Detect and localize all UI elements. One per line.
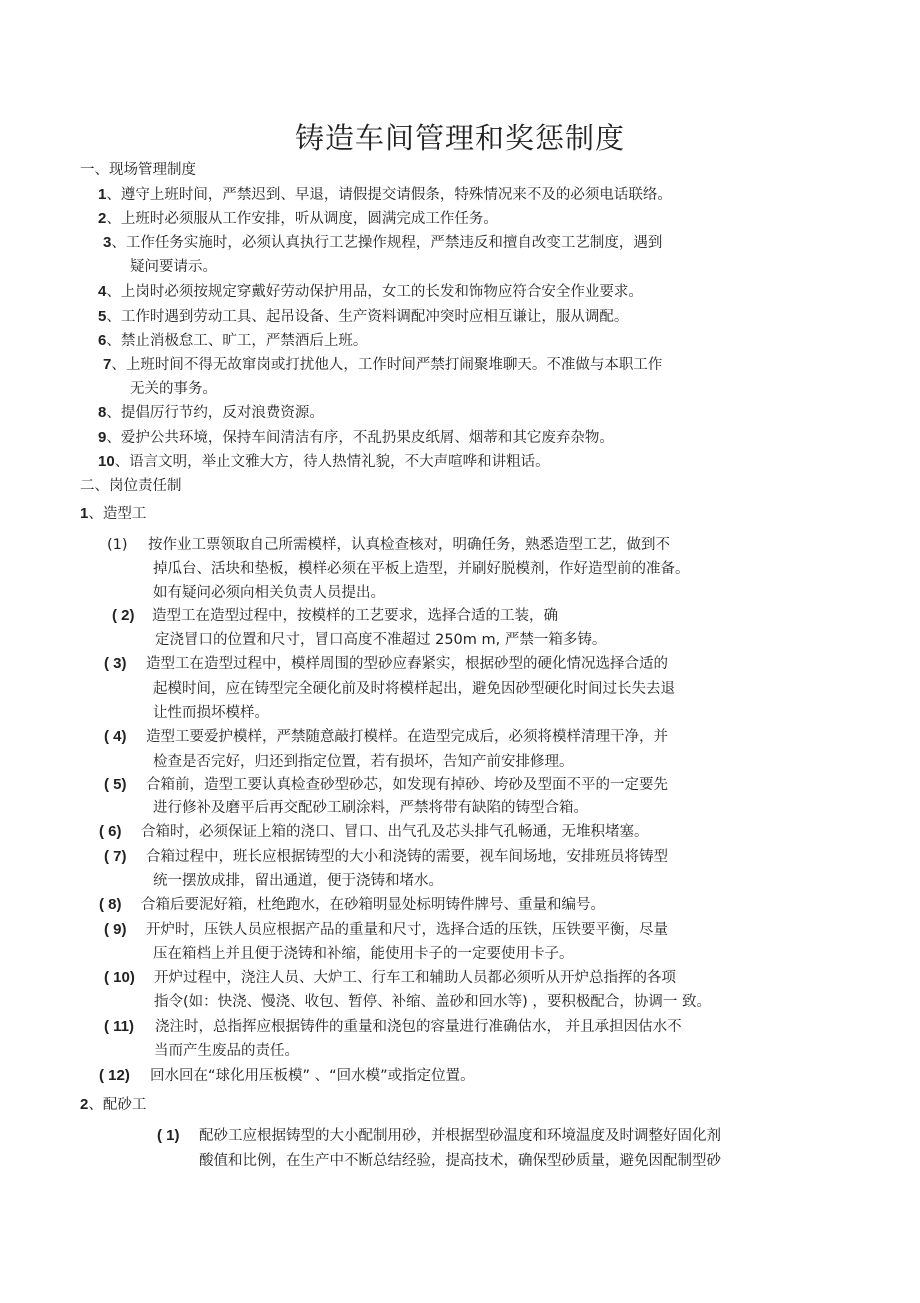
item-text: 、语言文明，举止文雅大方，待人热情礼貌，不大声喧哗和讲粗话。 xyxy=(114,454,550,470)
item-text: 、上班时必须服从工作安排，听从调度，圆满完成工作任务。 xyxy=(106,211,498,227)
duty-item-number: ( 7) xyxy=(104,848,127,865)
item-text: 、上班时间不得无故窜岗或打扰他人，工作时间严禁打闹聚堆聊天。不准做与本职工作 xyxy=(111,357,663,373)
duty-item-5: 合箱前，造型工要认真检查砂型砂芯，如发现有掉砂、垮砂及型面不平的一定要先 xyxy=(146,777,668,793)
rule-item-6 xyxy=(98,331,367,351)
duty-item-10-cont: 指令(如：快浇、慢浇、收包、暂停、补缩、盖砂和回水等) ，要积极配合，协调一 致。 xyxy=(154,994,712,1010)
item-number: 9 xyxy=(98,429,107,446)
sand-duty-item-1: 配砂工应根据铸型的大小配制用砂，并根据型砂温度和环境温度及时调整好固化剂 xyxy=(199,1128,721,1144)
rule-item-2 xyxy=(98,209,498,229)
subsection-heading-sand-mixing xyxy=(80,1095,146,1115)
item-text: 、爱护公共环境，保持车间清洁有序，不乱扔果皮纸屑、烟蒂和其它废弃杂物。 xyxy=(106,430,614,446)
duty-item-3-cont: 让性而损坏模样。 xyxy=(153,705,269,721)
duty-item-11-cont: 当而产生废品的责任。 xyxy=(154,1043,299,1059)
subsection-number: 2 xyxy=(80,1096,89,1113)
duty-item-3: 造型工在造型过程中，模样周围的型砂应舂紧实，根据砂型的硬化情况选择合适的 xyxy=(146,656,668,672)
duty-item-number: (1) xyxy=(107,537,128,553)
duty-item-9: 开炉时，压铁人员应根据产品的重量和尺寸，选择合适的压铁，压铁要平衡，尽量 xyxy=(146,922,668,938)
rule-item-5 xyxy=(98,307,628,327)
duty-item-number: ( 11) xyxy=(104,1018,135,1035)
duty-item-6: 合箱时，必须保证上箱的浇口、冒口、出气孔及芯头排气孔畅通，无堆积堵塞。 xyxy=(141,824,649,840)
item-number: 1 xyxy=(98,186,107,203)
duty-item-1-cont: 如有疑问必须向相关负责人员提出。 xyxy=(153,585,385,601)
item-number: 8 xyxy=(98,404,107,421)
rule-item-4 xyxy=(98,282,643,302)
item-text: 、遵守上班时间，严禁迟到、早退，请假提交请假条，特殊情况来不及的必须电话联络。 xyxy=(106,187,672,203)
item-number: 5 xyxy=(98,308,107,325)
duty-item-2: 造型工在造型过程中，按模样的工艺要求，选择合适的工装，确 xyxy=(152,608,558,624)
duty-item-number: ( 3) xyxy=(104,655,127,672)
duty-item-2-cont: 定浇冒口的位置和尺寸，冒口高度不准超过 250m m, 严禁一箱多铸。 xyxy=(155,632,607,648)
item-text: 、禁止消极怠工、旷工，严禁酒后上班。 xyxy=(106,333,368,349)
rule-item-7-cont: 无关的事务。 xyxy=(130,381,217,397)
duty-item-11: 浇注时，总指挥应根据铸件的重量和浇包的容量进行准确估水， 并且承担因估水不 xyxy=(155,1019,682,1035)
item-number: 7 xyxy=(103,356,112,373)
duty-item-number: ( 2) xyxy=(112,607,135,624)
subsection-title: 、造型工 xyxy=(88,506,147,522)
duty-item-4-cont: 检查是否完好，归还到指定位置，若有损坏，告知产前安排修理。 xyxy=(153,754,574,770)
subsection-title: 、配砂工 xyxy=(88,1097,147,1113)
duty-item-3-cont: 起模时间，应在铸型完全硬化前及时将模样起出，避免因砂型硬化时间过长失去退 xyxy=(153,681,675,697)
duty-item-number: ( 4) xyxy=(104,728,127,745)
item-number: 2 xyxy=(98,210,107,227)
rule-item-7 xyxy=(103,355,662,375)
section-heading-1: 一、现场管理制度 xyxy=(80,162,196,178)
subsection-heading-molding xyxy=(80,504,146,524)
duty-item-1-cont: 掉瓜台、活块和垫板，模样必须在平板上造型，并刷好脱模剂，作好造型前的准备。 xyxy=(153,561,690,577)
duty-item-7-cont: 统一摆放成排，留出通道，便于浇铸和堵水。 xyxy=(153,873,443,889)
rule-item-1 xyxy=(98,185,672,205)
item-number: 6 xyxy=(98,332,107,349)
duty-item-10: 开炉过程中，浇注人员、大炉工、行车工和辅助人员都必须听从开炉总指挥的各项 xyxy=(154,970,676,986)
subsection-number: 1 xyxy=(80,505,89,522)
duty-item-number: ( 6) xyxy=(99,823,122,840)
document-title: 铸造车间管理和奖惩制度 xyxy=(294,121,625,155)
item-number: 4 xyxy=(98,283,107,300)
rule-item-3 xyxy=(103,233,662,253)
duty-item-1: 按作业工票领取自己所需模样，认真检查核对，明确任务，熟悉造型工艺，做到不 xyxy=(148,537,670,553)
rule-item-10 xyxy=(98,452,550,472)
duty-item-12: 回水回在“球化用压板模” 、“回水模”或指定位置。 xyxy=(150,1068,475,1084)
rule-item-3-cont: 疑问要请示。 xyxy=(130,259,217,275)
duty-item-number: ( 8) xyxy=(99,896,122,913)
item-text: 、提倡厉行节约，反对浪费资源。 xyxy=(106,405,324,421)
duty-item-number: ( 10) xyxy=(104,969,135,986)
item-text: 、工作时遇到劳动工具、起吊设备、生产资料调配冲突时应相互谦让，服从调配。 xyxy=(106,309,629,325)
item-text: 、上岗时必须按规定穿戴好劳动保护用品，女工的长发和饰物应符合安全作业要求。 xyxy=(106,284,643,300)
item-number: 10 xyxy=(98,453,115,470)
duty-item-number: ( 5) xyxy=(104,776,127,793)
rule-item-9 xyxy=(98,428,614,448)
duty-item-number: ( 9) xyxy=(104,921,127,938)
sand-duty-item-1-cont: 酸值和比例，在生产中不断总结经验，提高技术，确保型砂质量，避免因配制型砂 xyxy=(199,1153,721,1169)
duty-item-number: ( 12) xyxy=(99,1067,130,1084)
duty-item-number: ( 1) xyxy=(157,1127,180,1144)
duty-item-8: 合箱后要泥好箱，杜绝跑水，在砂箱明显处标明铸件牌号、重量和编号。 xyxy=(141,897,605,913)
item-number: 3 xyxy=(103,234,112,251)
section-heading-2: 二、岗位责任制 xyxy=(80,478,182,494)
duty-item-9-cont: 压在箱档上并且便于浇铸和补缩，能使用卡子的一定要使用卡子。 xyxy=(153,946,574,962)
rule-item-8 xyxy=(98,403,324,423)
item-text: 、工作任务实施时，必须认真执行工艺操作规程，严禁违反和擅自改变工艺制度，遇到 xyxy=(111,235,663,251)
duty-item-7: 合箱过程中，班长应根据铸型的大小和浇铸的需要，视车间场地，安排班员将铸型 xyxy=(146,849,668,865)
duty-item-4: 造型工要爱护模样，严禁随意敲打模样。在造型完成后，必须将模样清理干净，并 xyxy=(146,729,668,745)
duty-item-5-cont: 进行修补及磨平后再交配砂工刷涂料，严禁将带有缺陷的铸型合箱。 xyxy=(153,800,588,816)
